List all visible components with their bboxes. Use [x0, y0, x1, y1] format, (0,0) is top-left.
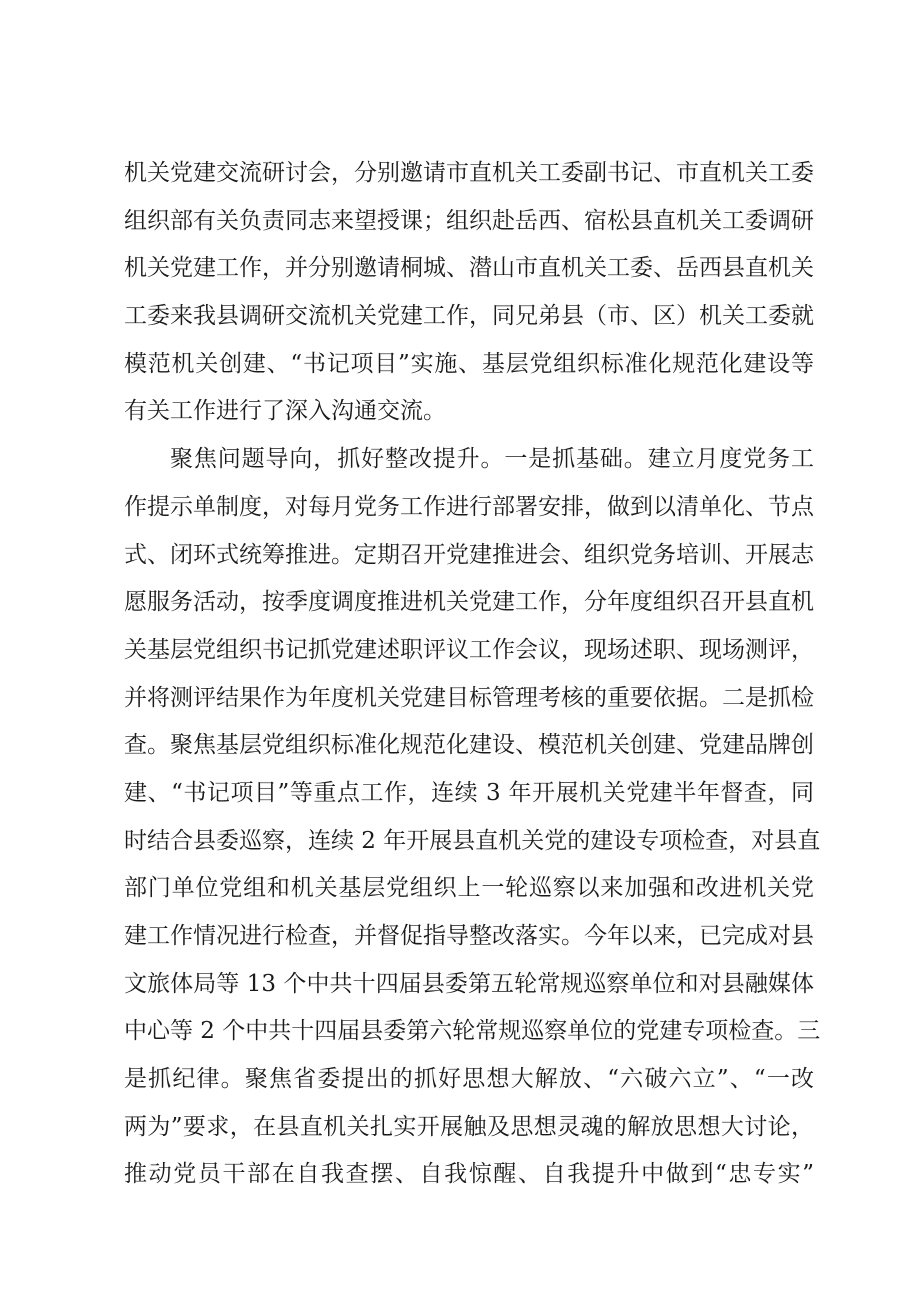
- text-line: 作提示单制度，对每月党务工作进行部署安排，做到以清单化、节点: [124, 493, 814, 520]
- text-line: 部门单位党组和机关基层党组织上一轮巡察以来加强和改进机关党: [124, 875, 814, 902]
- text-line: 机关党建交流研讨会，分别邀请市直机关工委副书记、市直机关工委: [124, 160, 814, 186]
- body-text: [124, 150, 821, 1199]
- text-line: 两为”要求，在县直机关扎实开展触及思想灵魂的解放思想大讨论，: [124, 1113, 814, 1140]
- text-line: 中心等 2 个中共十四届县委第六轮常规巡察单位的党建专项检查。三: [124, 1018, 821, 1045]
- text-line: 工委来我县调研交流机关党建工作，同兄弟县（市、区）机关工委就: [124, 303, 814, 330]
- text-line: 推动党员干部在自我查摆、自我惊醒、自我提升中做到“忠专实”: [124, 1161, 814, 1188]
- text-line: 建工作情况进行检查，并督促指导整改落实。今年以来，已完成对县: [124, 923, 814, 949]
- text-line: 机关党建工作，并分别邀请桐城、潜山市直机关工委、岳西县直机关: [124, 255, 814, 282]
- text-line: 组织部有关负责同志来望授课；组织赴岳西、宿松县直机关工委调研: [124, 207, 814, 234]
- text-line: 聚焦问题导向，抓好整改提升。一是抓基础。建立月度党务工: [170, 446, 814, 473]
- paragraph-2: [124, 436, 821, 1199]
- text-line: 式、闭环式统筹推进。定期召开党建推进会、组织党务培训、开展志: [124, 541, 814, 568]
- paragraph-1: [124, 150, 814, 436]
- text-line: 查。聚焦基层党组织标准化规范化建设、模范机关创建、党建品牌创: [124, 732, 814, 759]
- text-line: 时结合县委巡察，连续 2 年开展县直机关党的建设专项检查，对县直: [124, 827, 821, 854]
- text-line: 文旅体局等 13 个中共十四届县委第五轮常规巡察单位和对县融媒体: [124, 970, 814, 997]
- text-line: 愿服务活动，按季度调度推进机关党建工作，分年度组织召开县直机: [124, 589, 814, 616]
- text-line: 建、“书记项目”等重点工作，连续 3 年开展机关党建半年督查，同: [124, 779, 814, 806]
- text-line: 是抓纪律。聚焦省委提出的抓好思想大解放、“六破六立”、“一改: [124, 1066, 814, 1093]
- text-line: 有关工作进行了深入沟通交流。: [124, 398, 446, 425]
- text-line: 并将测评结果作为年度机关党建目标管理考核的重要依据。二是抓检: [124, 684, 814, 711]
- text-line: 关基层党组织书记抓党建述职评议工作会议，现场述职、现场测评，: [124, 636, 814, 663]
- text-line: 模范机关创建、“书记项目”实施、基层党组织标准化规范化建设等: [124, 350, 814, 377]
